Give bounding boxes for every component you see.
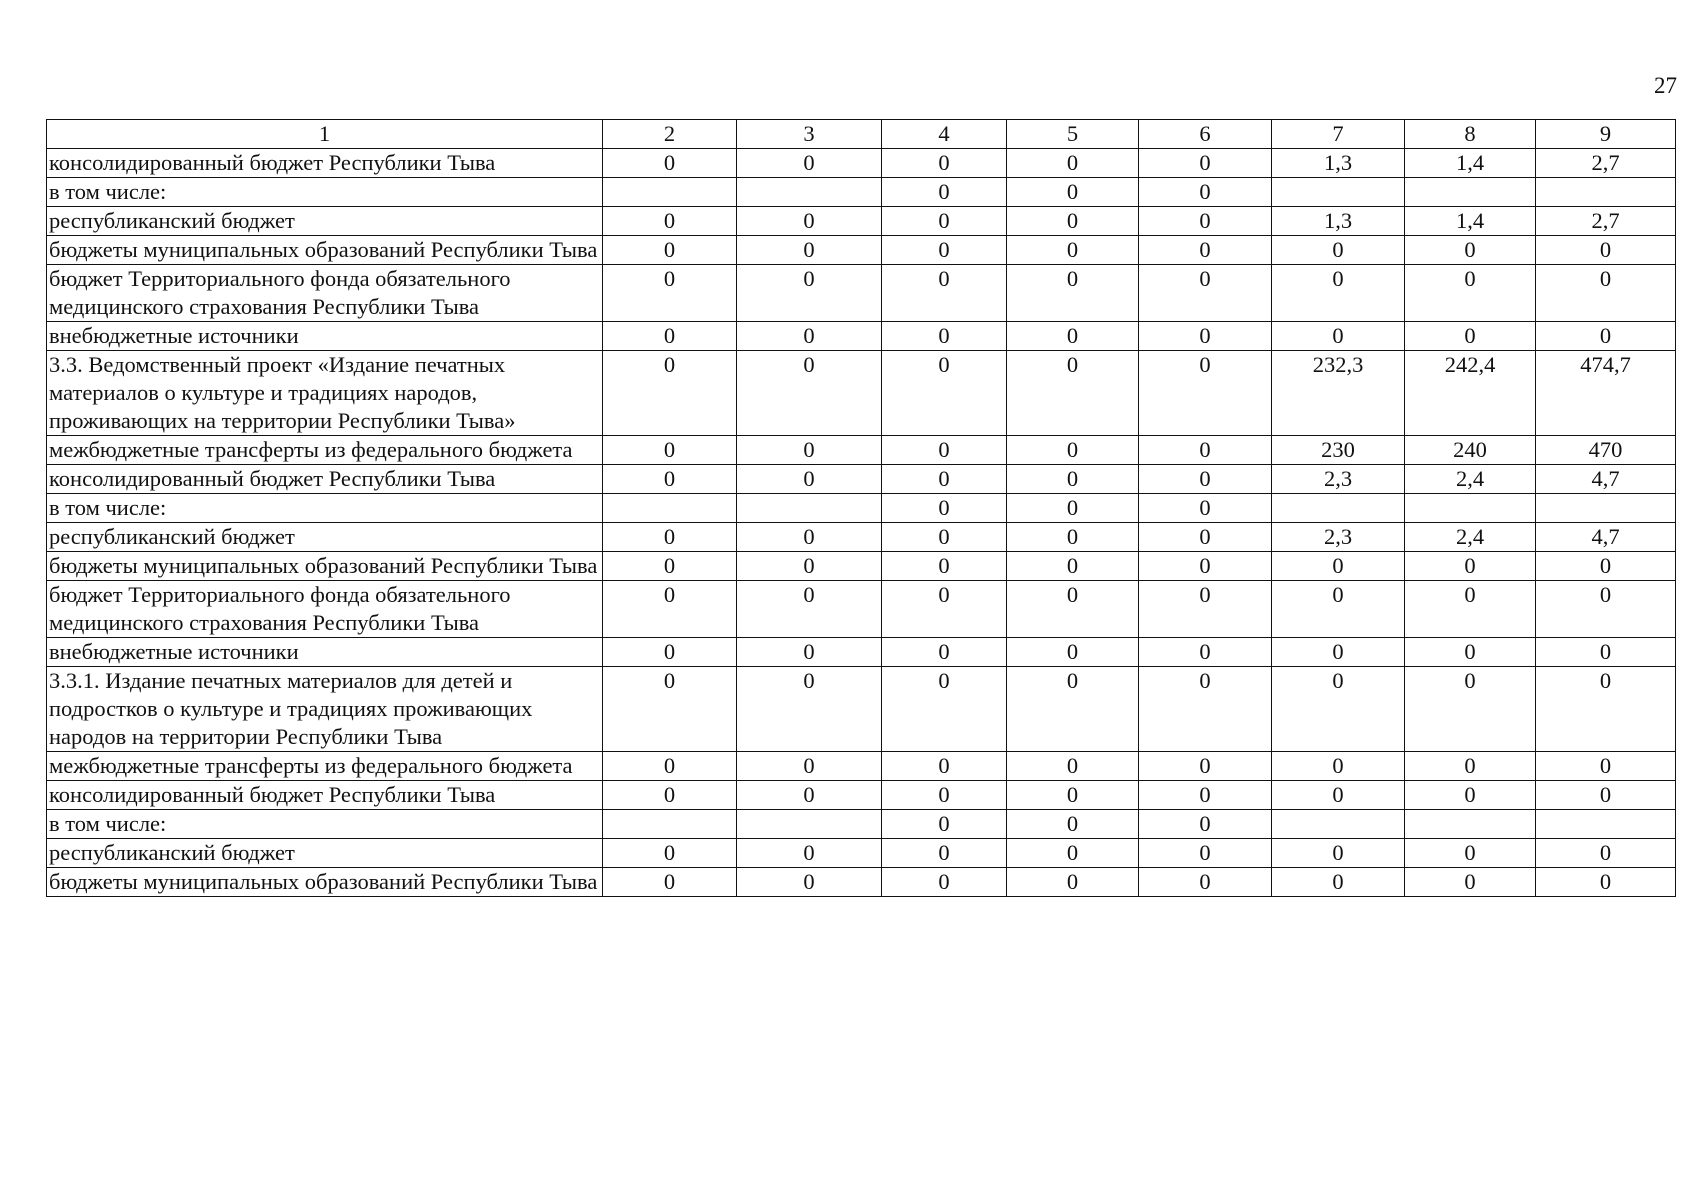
cell-value: 0 [882,523,1007,552]
cell-value: 0 [1536,581,1676,638]
cell-value: 0 [1139,810,1272,839]
cell-value: 0 [1007,178,1139,207]
cell-value: 0 [1139,322,1272,351]
cell-value: 0 [603,436,737,465]
column-header: 8 [1405,120,1536,149]
cell-value: 0 [1139,523,1272,552]
cell-value: 0 [603,638,737,667]
cell-value: 0 [737,236,882,265]
cell-value: 2,7 [1536,207,1676,236]
cell-value [1536,494,1676,523]
cell-value: 0 [1007,581,1139,638]
cell-value: 0 [1139,351,1272,436]
row-label: бюджеты муниципальных образований Республики Тыва [47,868,603,897]
cell-value [1405,494,1536,523]
column-number-row [47,120,1676,149]
row-label: республиканский бюджет [47,207,603,236]
row-label: консолидированный бюджет Республики Тыва [47,465,603,494]
cell-value: 0 [1405,667,1536,752]
cell-value: 0 [603,207,737,236]
cell-value: 0 [603,265,737,322]
cell-value: 0 [882,868,1007,897]
cell-value: 0 [1139,868,1272,897]
cell-value: 0 [1139,581,1272,638]
row-label: бюджет Территориального фонда обязательного медицинского страхования Республики Тыва [47,265,603,322]
cell-value: 0 [603,351,737,436]
row-label: 3.3. Ведомственный проект «Издание печатных материалов о культуре и традициях народов, проживающих на территории Республики Тыва» [47,351,603,436]
cell-value: 2,7 [1536,149,1676,178]
cell-value: 0 [1007,868,1139,897]
cell-value: 1,3 [1272,207,1405,236]
cell-value: 0 [737,638,882,667]
cell-value: 0 [1405,868,1536,897]
row-label: республиканский бюджет [47,839,603,868]
cell-value: 0 [737,207,882,236]
cell-value: 0 [737,265,882,322]
table-row [47,839,1676,868]
cell-value: 0 [737,552,882,581]
table-row [47,552,1676,581]
cell-value: 0 [1272,839,1405,868]
cell-value: 0 [1536,667,1676,752]
cell-value: 0 [737,581,882,638]
cell-value: 0 [882,236,1007,265]
cell-value [1405,178,1536,207]
row-label: в том числе: [47,494,603,523]
cell-value: 0 [1536,265,1676,322]
cell-value: 0 [882,494,1007,523]
table-row [47,265,1676,322]
cell-value: 0 [1007,781,1139,810]
row-label: бюджеты муниципальных образований Республики Тыва [47,552,603,581]
cell-value: 0 [1139,752,1272,781]
table-row [47,523,1676,552]
table-row [47,810,1676,839]
cell-value: 0 [1405,781,1536,810]
cell-value: 0 [882,436,1007,465]
cell-value: 0 [882,810,1007,839]
cell-value: 0 [1007,436,1139,465]
cell-value: 0 [1139,638,1272,667]
cell-value: 0 [882,322,1007,351]
row-label: в том числе: [47,178,603,207]
cell-value: 0 [1272,781,1405,810]
cell-value: 0 [882,351,1007,436]
cell-value: 0 [1139,436,1272,465]
table-row [47,436,1676,465]
cell-value: 1,4 [1405,207,1536,236]
cell-value: 470 [1536,436,1676,465]
table-row [47,322,1676,351]
cell-value: 0 [1272,752,1405,781]
cell-value: 0 [603,552,737,581]
column-header: 5 [1007,120,1139,149]
cell-value: 0 [737,667,882,752]
cell-value: 0 [1536,752,1676,781]
cell-value: 0 [737,781,882,810]
table-row [47,638,1676,667]
cell-value: 0 [882,207,1007,236]
cell-value: 0 [1007,494,1139,523]
cell-value: 0 [603,523,737,552]
cell-value: 1,3 [1272,149,1405,178]
cell-value: 0 [603,465,737,494]
table-row [47,351,1676,436]
cell-value [603,810,737,839]
cell-value: 0 [1272,265,1405,322]
cell-value: 0 [1139,178,1272,207]
cell-value: 0 [603,868,737,897]
cell-value [737,810,882,839]
cell-value: 0 [1139,465,1272,494]
cell-value: 0 [737,436,882,465]
cell-value: 0 [737,868,882,897]
cell-value: 0 [1139,839,1272,868]
cell-value: 0 [603,322,737,351]
cell-value: 0 [1405,839,1536,868]
cell-value: 4,7 [1536,523,1676,552]
table-row [47,667,1676,752]
cell-value: 230 [1272,436,1405,465]
cell-value: 0 [1536,638,1676,667]
cell-value: 0 [1139,781,1272,810]
cell-value: 0 [1007,149,1139,178]
cell-value: 0 [1272,322,1405,351]
cell-value: 0 [1536,781,1676,810]
cell-value: 0 [1405,552,1536,581]
table-row [47,581,1676,638]
cell-value: 232,3 [1272,351,1405,436]
table-row [47,781,1676,810]
cell-value: 0 [1272,236,1405,265]
cell-value: 0 [1405,752,1536,781]
cell-value: 0 [1007,810,1139,839]
table-row [47,178,1676,207]
cell-value: 0 [882,752,1007,781]
column-header: 1 [47,120,603,149]
table-row [47,494,1676,523]
cell-value: 0 [1139,236,1272,265]
cell-value: 0 [1405,322,1536,351]
cell-value: 0 [882,149,1007,178]
table-body [47,120,1676,897]
cell-value: 242,4 [1405,351,1536,436]
cell-value: 0 [882,552,1007,581]
table-row [47,868,1676,897]
row-label: 3.3.1. Издание печатных материалов для детей и подростков о культуре и традициях проживающих народов на территории Республики Тыва [47,667,603,752]
table-row [47,207,1676,236]
cell-value: 0 [1007,351,1139,436]
cell-value: 0 [1272,638,1405,667]
cell-value: 0 [1139,552,1272,581]
cell-value: 0 [1007,207,1139,236]
cell-value: 0 [1139,265,1272,322]
cell-value: 0 [1007,667,1139,752]
cell-value: 0 [737,322,882,351]
column-header: 3 [737,120,882,149]
cell-value: 0 [1007,638,1139,667]
cell-value: 0 [1272,868,1405,897]
cell-value: 0 [1272,552,1405,581]
table-row [47,149,1676,178]
cell-value: 0 [882,178,1007,207]
cell-value: 0 [882,667,1007,752]
column-header: 4 [882,120,1007,149]
cell-value [1272,810,1405,839]
cell-value [603,494,737,523]
cell-value: 0 [603,839,737,868]
cell-value [737,494,882,523]
cell-value: 0 [1536,236,1676,265]
cell-value: 0 [882,581,1007,638]
table-row [47,752,1676,781]
cell-value: 0 [882,839,1007,868]
cell-value: 0 [1272,667,1405,752]
row-label: межбюджетные трансферты из федерального бюджета [47,752,603,781]
cell-value: 1,4 [1405,149,1536,178]
cell-value: 4,7 [1536,465,1676,494]
cell-value [603,178,737,207]
cell-value: 0 [882,638,1007,667]
budget-table [46,119,1676,897]
cell-value: 2,4 [1405,465,1536,494]
cell-value: 0 [1139,149,1272,178]
cell-value: 0 [1272,581,1405,638]
cell-value: 0 [737,523,882,552]
cell-value: 0 [737,839,882,868]
cell-value: 0 [737,752,882,781]
cell-value: 0 [603,149,737,178]
cell-value: 0 [1007,465,1139,494]
cell-value: 2,4 [1405,523,1536,552]
row-label: межбюджетные трансферты из федерального бюджета [47,436,603,465]
row-label: бюджет Территориального фонда обязательного медицинского страхования Республики Тыва [47,581,603,638]
column-header: 2 [603,120,737,149]
table-row [47,465,1676,494]
cell-value: 0 [1405,265,1536,322]
row-label: консолидированный бюджет Республики Тыва [47,781,603,810]
cell-value: 0 [1536,839,1676,868]
cell-value: 0 [603,581,737,638]
cell-value [1405,810,1536,839]
row-label: в том числе: [47,810,603,839]
cell-value: 0 [882,781,1007,810]
row-label: консолидированный бюджет Республики Тыва [47,149,603,178]
row-label: республиканский бюджет [47,523,603,552]
cell-value: 0 [1139,207,1272,236]
cell-value: 0 [1007,523,1139,552]
cell-value: 0 [603,236,737,265]
column-header: 9 [1536,120,1676,149]
cell-value: 0 [1405,236,1536,265]
table-row [47,236,1676,265]
cell-value: 240 [1405,436,1536,465]
cell-value: 0 [1536,322,1676,351]
cell-value: 2,3 [1272,523,1405,552]
cell-value: 0 [1007,322,1139,351]
cell-value: 0 [737,149,882,178]
page-number: 27 [1654,73,1677,98]
cell-value: 0 [1007,752,1139,781]
row-label: бюджеты муниципальных образований Республики Тыва [47,236,603,265]
cell-value: 0 [737,465,882,494]
cell-value [1272,494,1405,523]
cell-value: 0 [737,351,882,436]
cell-value: 0 [1405,638,1536,667]
cell-value: 0 [882,465,1007,494]
column-header: 7 [1272,120,1405,149]
cell-value: 0 [1536,552,1676,581]
cell-value [1536,178,1676,207]
cell-value: 0 [1007,839,1139,868]
cell-value: 0 [603,667,737,752]
cell-value [1272,178,1405,207]
cell-value: 0 [1007,265,1139,322]
cell-value: 2,3 [1272,465,1405,494]
cell-value: 0 [1139,667,1272,752]
cell-value [737,178,882,207]
cell-value: 0 [1007,552,1139,581]
cell-value: 0 [1007,236,1139,265]
cell-value [1536,810,1676,839]
row-label: внебюджетные источники [47,322,603,351]
cell-value: 474,7 [1536,351,1676,436]
cell-value: 0 [1405,581,1536,638]
cell-value: 0 [603,781,737,810]
cell-value: 0 [603,752,737,781]
cell-value: 0 [882,265,1007,322]
cell-value: 0 [1536,868,1676,897]
row-label: внебюджетные источники [47,638,603,667]
cell-value: 0 [1139,494,1272,523]
column-header: 6 [1139,120,1272,149]
